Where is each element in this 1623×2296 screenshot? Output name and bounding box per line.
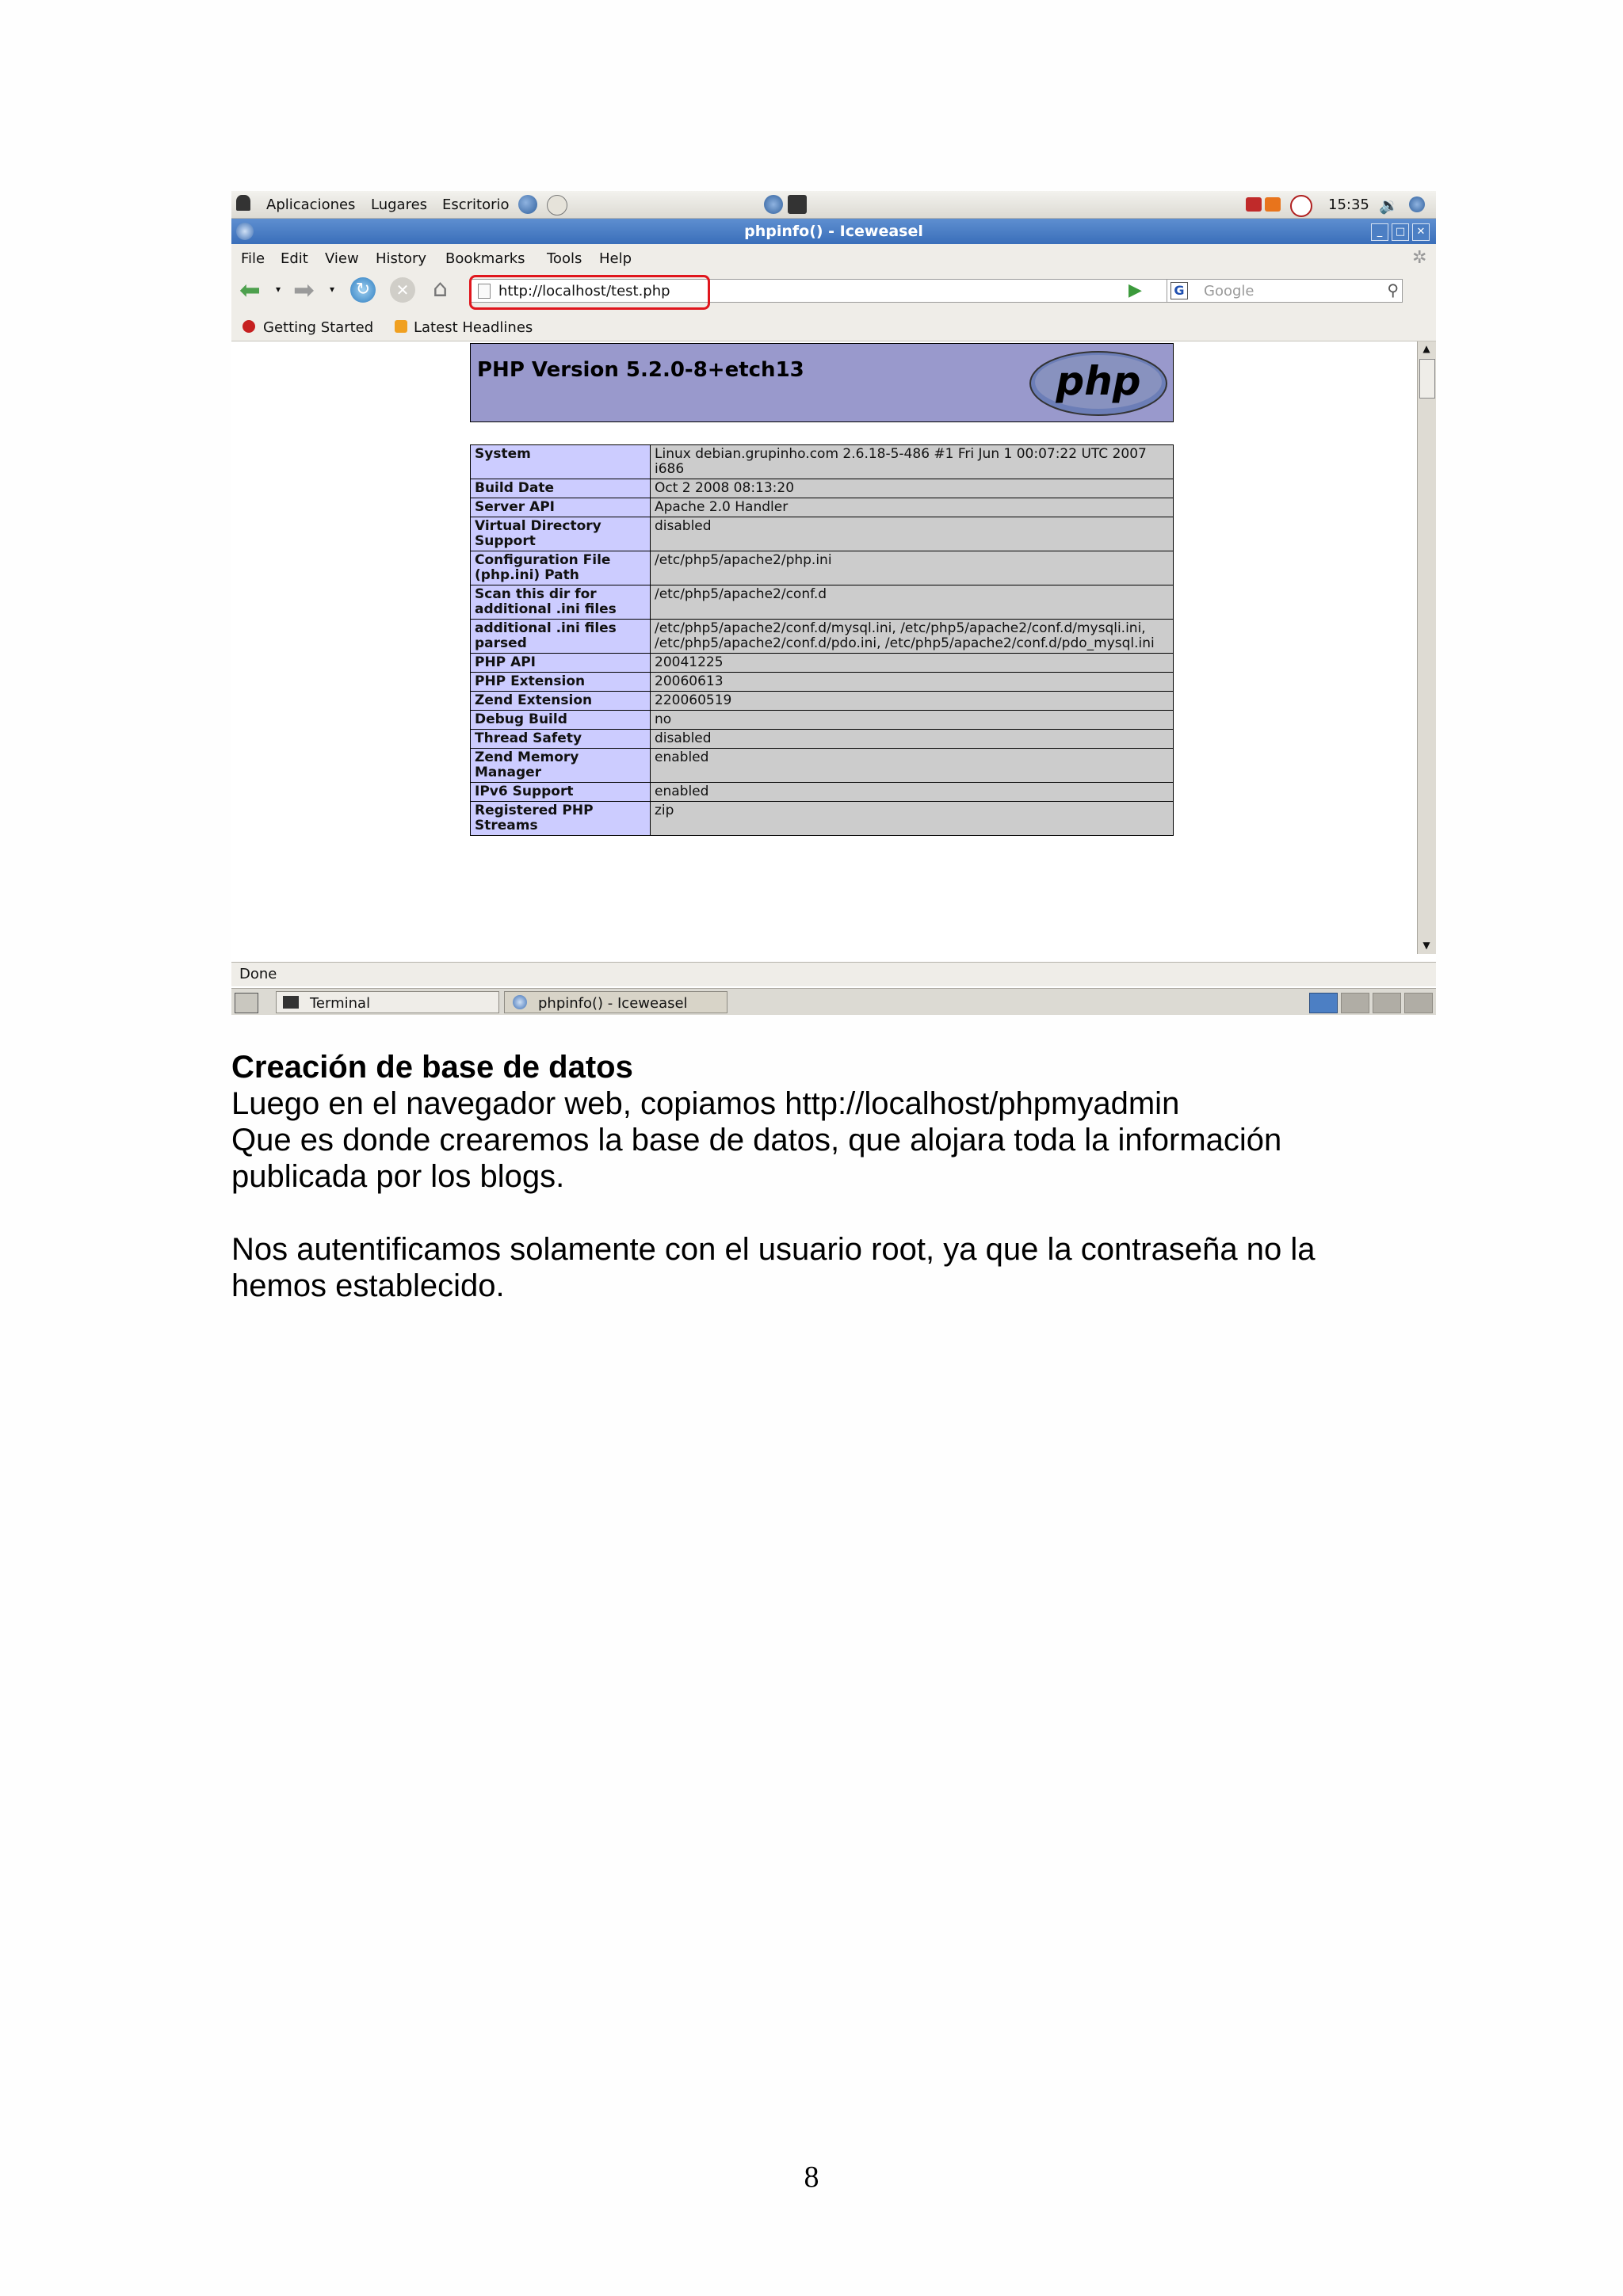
paragraph-line-2: Que es donde crearemos la base de datos, que alojara toda la información xyxy=(231,1123,1282,1158)
row-value: no xyxy=(651,711,1174,730)
row-key: Registered PHP Streams xyxy=(471,802,651,836)
table-row xyxy=(471,802,1174,836)
vertical-scrollbar[interactable] xyxy=(1417,341,1436,954)
getting-started-icon xyxy=(242,320,255,333)
row-value: 220060519 xyxy=(651,692,1174,711)
iceweasel-launcher-icon[interactable] xyxy=(764,195,783,214)
scroll-up-icon[interactable]: ▲ xyxy=(1423,343,1430,354)
screenshot xyxy=(231,191,1436,1015)
menu-edit[interactable]: Edit xyxy=(281,250,308,267)
row-key: Zend Memory Manager xyxy=(471,749,651,783)
paragraph-line-3: publicada por los blogs. xyxy=(231,1159,565,1194)
scroll-down-icon[interactable]: ▼ xyxy=(1423,940,1430,951)
gnome-foot-icon[interactable] xyxy=(236,195,250,211)
table-row xyxy=(471,692,1174,711)
table-row xyxy=(471,445,1174,479)
workspace-3[interactable] xyxy=(1373,993,1401,1013)
row-value: enabled xyxy=(651,783,1174,802)
page-content xyxy=(231,341,1417,954)
go-icon[interactable]: ▶ xyxy=(1128,280,1142,300)
row-key: Thread Safety xyxy=(471,730,651,749)
row-key: IPv6 Support xyxy=(471,783,651,802)
window-titlebar xyxy=(231,219,1436,244)
table-row xyxy=(471,730,1174,749)
php-logo xyxy=(1029,350,1168,417)
rss-icon xyxy=(395,320,407,333)
table-row xyxy=(471,551,1174,585)
table-row xyxy=(471,673,1174,692)
table-row xyxy=(471,654,1174,673)
url-highlight-annotation xyxy=(469,275,710,310)
row-value: zip xyxy=(651,802,1174,836)
row-value: /etc/php5/apache2/conf.d/mysql.ini, /etc/php5/apache2/conf.d/mysqli.ini, /etc/php5/apache2/conf.d/pdo.ini, /etc/php5/apache2/conf.d/pdo_mysql.ini xyxy=(651,620,1174,654)
table-row xyxy=(471,517,1174,551)
task-terminal-label: Terminal xyxy=(310,995,371,1012)
menu-view[interactable]: View xyxy=(325,250,359,267)
gnome-taskbar xyxy=(231,988,1436,1015)
notification-icon[interactable] xyxy=(1246,197,1262,212)
row-value: /etc/php5/apache2/conf.d xyxy=(651,585,1174,620)
status-text: Done xyxy=(239,966,277,982)
throbber-icon: ✲ xyxy=(1412,248,1427,268)
menu-help[interactable]: Help xyxy=(599,250,632,267)
home-icon[interactable]: ⌂ xyxy=(433,275,449,303)
row-key: PHP Extension xyxy=(471,673,651,692)
close-button[interactable]: ✕ xyxy=(1412,223,1430,241)
browser-launcher-icon[interactable] xyxy=(518,195,537,214)
row-key: Debug Build xyxy=(471,711,651,730)
php-logo-text: php xyxy=(1056,358,1141,404)
row-value: enabled xyxy=(651,749,1174,783)
search-placeholder: Google xyxy=(1204,283,1254,299)
bookmarks-toolbar xyxy=(231,312,1436,341)
row-key: Configuration File (php.ini) Path xyxy=(471,551,651,585)
row-key: Zend Extension xyxy=(471,692,651,711)
row-value: Oct 2 2008 08:13:20 xyxy=(651,479,1174,498)
update-icon[interactable] xyxy=(1265,197,1281,212)
volume-icon[interactable]: 🔉 xyxy=(1379,196,1399,215)
phpinfo-header xyxy=(470,343,1174,422)
iceweasel-icon xyxy=(513,995,527,1009)
paragraph-line-5: hemos establecido. xyxy=(231,1268,505,1303)
workspace-4[interactable] xyxy=(1404,993,1433,1013)
maximize-button[interactable]: □ xyxy=(1392,223,1409,241)
bookmark-latest-headlines[interactable]: Latest Headlines xyxy=(414,319,533,336)
row-value: Apache 2.0 Handler xyxy=(651,498,1174,517)
minimize-button[interactable]: _ xyxy=(1371,223,1388,241)
paragraph-line-4: Nos autentificamos solamente con el usuario root, ya que la contraseña no la xyxy=(231,1232,1316,1267)
section-heading: Creación de base de datos xyxy=(231,1050,633,1085)
google-engine-icon[interactable]: G xyxy=(1170,282,1188,299)
task-terminal[interactable] xyxy=(276,991,499,1013)
row-value: Linux debian.grupinho.com 2.6.18-5-486 #1 Fri Jun 1 00:07:22 UTC 2007 i686 xyxy=(651,445,1174,479)
phpinfo-table xyxy=(470,444,1174,836)
browser-menubar xyxy=(231,244,1436,271)
row-value: disabled xyxy=(651,730,1174,749)
menu-file[interactable]: File xyxy=(241,250,265,267)
menu-bookmarks[interactable]: Bookmarks xyxy=(445,250,525,267)
terminal-icon xyxy=(283,996,299,1009)
menu-escritorio[interactable]: Escritorio xyxy=(442,196,510,213)
table-row xyxy=(471,498,1174,517)
table-row xyxy=(471,585,1174,620)
menu-history[interactable]: History xyxy=(376,250,427,267)
url-text[interactable]: http://localhost/test.php xyxy=(498,283,670,299)
row-value: 20060613 xyxy=(651,673,1174,692)
status-bar xyxy=(231,962,1436,986)
menu-lugares[interactable]: Lugares xyxy=(371,196,428,213)
task-iceweasel[interactable] xyxy=(504,991,727,1013)
gnome-top-panel xyxy=(231,191,1436,219)
terminal-launcher-icon[interactable] xyxy=(788,195,807,214)
table-row xyxy=(471,711,1174,730)
task-iceweasel-label: phpinfo() - Iceweasel xyxy=(538,995,688,1012)
menu-aplicaciones[interactable]: Aplicaciones xyxy=(266,196,356,213)
network-icon[interactable] xyxy=(1290,195,1312,217)
table-row xyxy=(471,749,1174,783)
row-value: 20041225 xyxy=(651,654,1174,673)
row-key: Build Date xyxy=(471,479,651,498)
workspace-2[interactable] xyxy=(1341,993,1369,1013)
window-title: phpinfo() - Iceweasel xyxy=(744,223,923,240)
search-box[interactable] xyxy=(1167,279,1403,303)
row-key: Scan this dir for additional .ini files xyxy=(471,585,651,620)
row-key: additional .ini files parsed xyxy=(471,620,651,654)
session-icon[interactable] xyxy=(1409,196,1425,212)
table-row xyxy=(471,479,1174,498)
workspace-1[interactable] xyxy=(1309,993,1338,1013)
row-key: System xyxy=(471,445,651,479)
clock[interactable]: 15:35 xyxy=(1328,196,1369,213)
php-version-title: PHP Version 5.2.0-8+etch13 xyxy=(477,358,804,382)
table-row xyxy=(471,620,1174,654)
navigation-toolbar xyxy=(231,271,1436,312)
paragraph-line-1: Luego en el navegador web, copiamos http://localhost/phpmyadmin xyxy=(231,1086,1180,1121)
forward-icon[interactable]: ➡ xyxy=(293,275,315,305)
back-icon[interactable]: ⬅ xyxy=(239,275,261,305)
scroll-thumb[interactable] xyxy=(1419,359,1435,399)
reload-icon[interactable]: ↻ xyxy=(350,277,376,303)
mail-launcher-icon[interactable] xyxy=(547,195,567,215)
stop-icon[interactable]: ✕ xyxy=(390,277,415,303)
back-dropdown-icon[interactable]: ▾ xyxy=(276,284,281,295)
menu-tools[interactable]: Tools xyxy=(547,250,582,267)
row-key: Server API xyxy=(471,498,651,517)
row-value: /etc/php5/apache2/php.ini xyxy=(651,551,1174,585)
search-icon[interactable]: ⚲ xyxy=(1387,280,1399,299)
row-value: disabled xyxy=(651,517,1174,551)
forward-dropdown-icon[interactable]: ▾ xyxy=(330,284,335,295)
bookmark-getting-started[interactable]: Getting Started xyxy=(263,319,374,336)
table-row xyxy=(471,783,1174,802)
row-key: Virtual Directory Support xyxy=(471,517,651,551)
row-key: PHP API xyxy=(471,654,651,673)
show-desktop-icon[interactable] xyxy=(235,993,258,1013)
page-number: 8 xyxy=(804,2161,819,2194)
